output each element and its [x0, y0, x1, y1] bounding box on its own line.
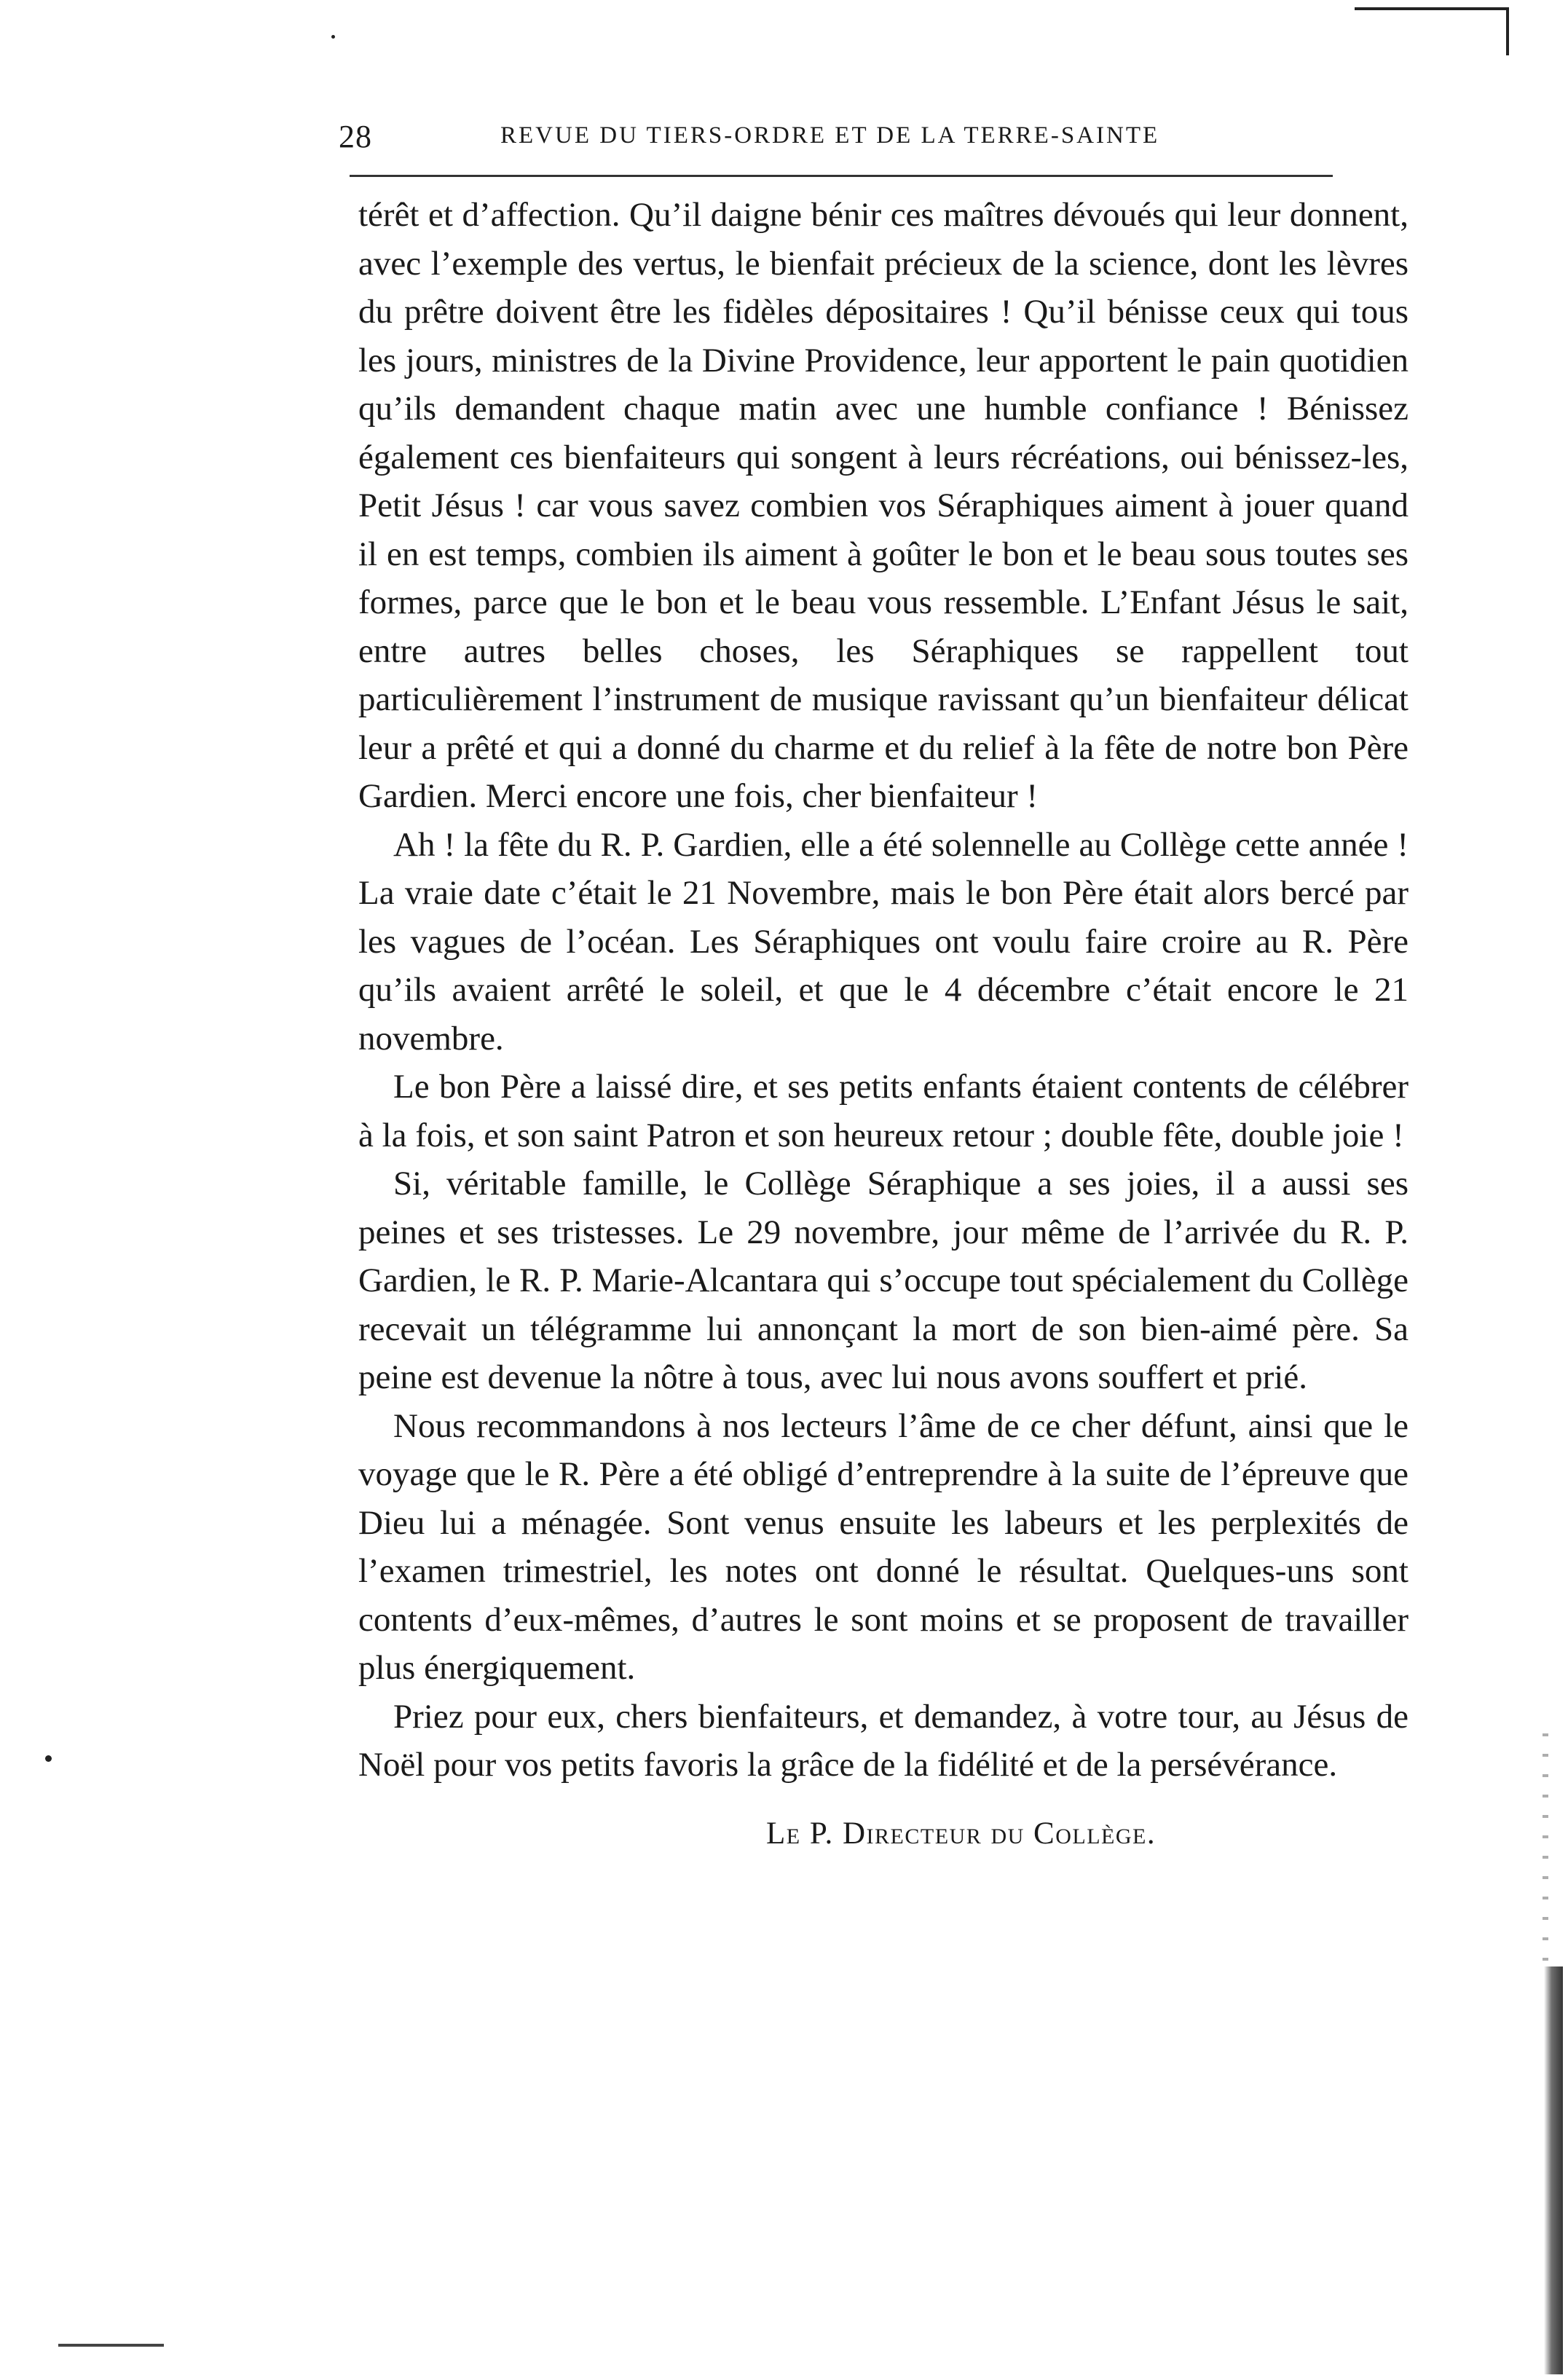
- crop-mark: [58, 2344, 164, 2347]
- page-edge-shadow: [1544, 1966, 1563, 2374]
- paragraph: Nous recommandons à nos lecteurs l’âme de ce cher défunt, ainsi que le voyage que le R. Père a été obligé d’entreprendre à la suite de l’épreuve que Dieu lui a ménagée. Sont venus ensuite les labeurs et les perplexités de l’examen trimestriel, les notes ont donné le résultat. Quelques-uns sont contents d’eux-mêmes, d’autres le sont moins et se proposent de travailler plus énergiquement.: [358, 1406, 1409, 1687]
- signature: Le P. Directeur du Collège.: [766, 1816, 1157, 1851]
- scan-speck: [331, 35, 335, 39]
- paragraph: Ah ! la fête du R. P. Gardien, elle a été solennelle au Collège cette année ! La vraie date c’était le 21 Novembre, mais le bon Père était alors bercé par les vagues de l’océan. Les Séraphiques ont voulu faire croire au R. Père qu’ils avaient arrêté le soleil, et que le 4 décembre c’était encore le 21 novembre.: [358, 825, 1409, 1058]
- paragraph: Priez pour eux, chers bienfaiteurs, et demandez, à votre tour, au Jésus de Noël pour vos petits favoris la grâce de la fidélité et de la persévérance.: [358, 1697, 1409, 1784]
- header-rule: [350, 175, 1333, 177]
- body-text: [358, 191, 1409, 1858]
- page-number: 28: [339, 119, 372, 154]
- paragraph: térêt et d’affection. Qu’il daigne bénir ces maîtres dévoués qui leur donnent, avec l’exemple des vertus, le bienfait précieux de la science, dont les lèvres du prêtre doivent être les fidèles dépositaires ! Qu’il bénisse ceux qui tous les jours, ministres de la Divine Providence, leur apportent le pain quotidien qu’ils demandent chaque matin avec une humble confiance ! Bénissez également ces bienfaiteurs qui songent à leurs récréations, oui bénissez-les, Petit Jésus ! car vous savez combien vos Séraphiques aiment à jouer quand il en est temps, combien ils aiment à goûter le bon et le beau sous toutes ses formes, parce que le bon et le beau vous ressemble. L’Enfant Jésus le sait, entre autres belles choses, les Séraphiques se rappellent tout particulièrement l’instrument de musique ravissant qu’un bienfaiteur délicat leur a prêté et qui a donné du charme et du relief à la fête de notre bon Père Gardien. Merci encore une fois, cher bienfaiteur !: [358, 196, 1409, 815]
- crop-mark: [1355, 7, 1508, 10]
- running-title: REVUE DU TIERS-ORDRE ET DE LA TERRE-SAINTE: [500, 122, 1160, 149]
- running-header: [339, 117, 1366, 168]
- scan-speck: [45, 1755, 52, 1762]
- paragraph: Le bon Père a laissé dire, et ses petits enfants étaient contents de célébrer à la fois, et son saint Patron et son heureux retour ; double fête, double joie !: [358, 1068, 1409, 1154]
- paragraph: Si, véritable famille, le Collège Séraphique a ses joies, il a aussi ses peines et ses tristesses. Le 29 novembre, jour même de l’arrivée du R. P. Gardien, le R. P. Marie-Alcantara qui s’occupe tout spécialement du Collège recevait un télégramme lui annonçant la mort de son bien-aimé père. Sa peine est devenue la nôtre à tous, avec lui nous avons souffert et prié.: [358, 1165, 1409, 1396]
- page-edge-specks: [1543, 1733, 1548, 1966]
- crop-mark: [1506, 7, 1509, 55]
